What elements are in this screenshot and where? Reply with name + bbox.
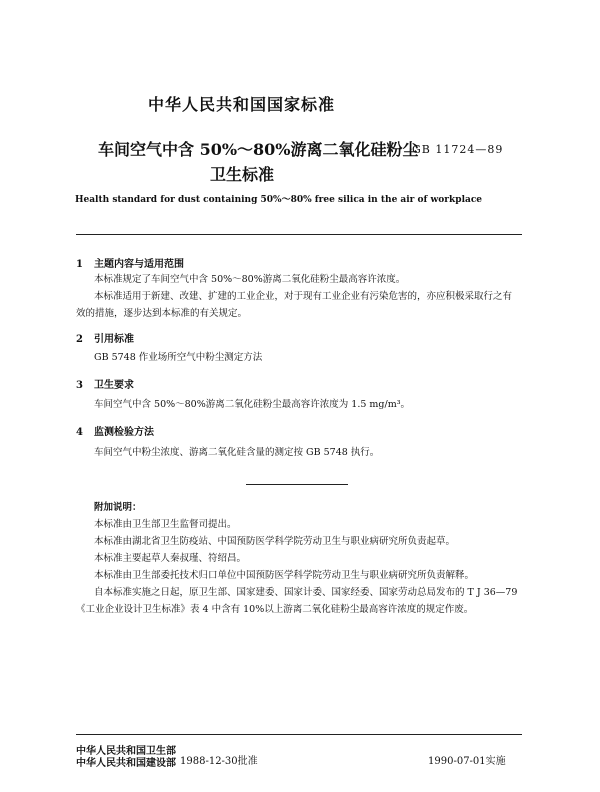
section-end-divider [246, 484, 348, 485]
section-title: 监测检验方法 [94, 427, 154, 438]
section-3-para-1: 车间空气中含 50%～80%游离二氧化硅粉尘最高容许浓度为 1.5 mg/m³。 [94, 399, 411, 410]
section-number: 3 [76, 380, 83, 391]
approval-date: 1988-12-30批准 [180, 756, 258, 767]
section-4-para-1: 车间空气中粉尘浓度、游离二氧化硅含量的测定按 GB 5748 执行。 [94, 447, 380, 458]
section-3-heading [76, 376, 134, 391]
section-4-heading [76, 423, 154, 438]
header-divider [76, 234, 522, 235]
footer-divider [76, 734, 522, 735]
section-2-para-1: GB 5748 作业场所空气中粉尘测定方法 [94, 352, 263, 363]
notes-title: 附加说明： [94, 502, 142, 513]
section-1-para-2: 本标准适用于新建、改建、扩建的工业企业，对于现有工业企业有污染危害的，亦应积极采取行之有 [94, 291, 513, 302]
notes-line-6: 《工业企业设计卫生标准》表 4 中含有 10%以上游离二氧化硅粉尘最高容许浓度的规定作废。 [76, 604, 474, 615]
section-number: 4 [76, 427, 83, 438]
section-title: 卫生要求 [94, 380, 134, 391]
section-title: 引用标准 [94, 334, 134, 345]
national-standard-heading: 中华人民共和国国家标准 [148, 95, 336, 114]
section-title: 主题内容与适用范围 [94, 259, 184, 270]
notes-line-5: 自本标准实施之日起，原卫生部、国家建委、国家计委、国家经委、国家劳动总局发布的 T J 36—79 [94, 587, 518, 598]
notes-line-1: 本标准由卫生部卫生监督司提出。 [94, 519, 237, 530]
section-1-heading [76, 255, 184, 270]
section-number: 1 [76, 259, 83, 270]
gb-code: GB 11724—89 [412, 143, 504, 156]
notes-line-3: 本标准主要起草人秦叔瑾、符绍昌。 [94, 553, 247, 564]
section-1-para-3: 效的措施，逐步达到本标准的有关规定。 [76, 308, 248, 319]
section-2-heading [76, 330, 134, 345]
effective-date: 1990-07-01实施 [428, 756, 506, 767]
standard-title-line2: 卫生标准 [210, 165, 275, 184]
notes-line-2: 本标准由湖北省卫生防疫站、中国预防医学科学院劳动卫生与职业病研究所负责起草。 [94, 536, 456, 547]
issuing-authorities [76, 746, 176, 770]
section-number: 2 [76, 334, 83, 345]
section-1-para-1: 本标准规定了车间空气中含 50%～80%游离二氧化硅粉尘最高容许浓度。 [94, 274, 406, 285]
issuer-ministry-of-health: 中华人民共和国卫生部 [76, 746, 176, 757]
standard-title-line1: 车间空气中含 50%～80%游离二氧化硅粉尘 [98, 140, 419, 159]
english-title: Health standard for dust containing 50%～80% free silica in the air of workplace [75, 195, 483, 205]
notes-line-4: 本标准由卫生部委托技术归口单位中国预防医学科学院劳动卫生与职业病研究所负责解释。 [94, 570, 475, 581]
issuer-ministry-of-construction: 中华人民共和国建设部 [76, 758, 176, 769]
